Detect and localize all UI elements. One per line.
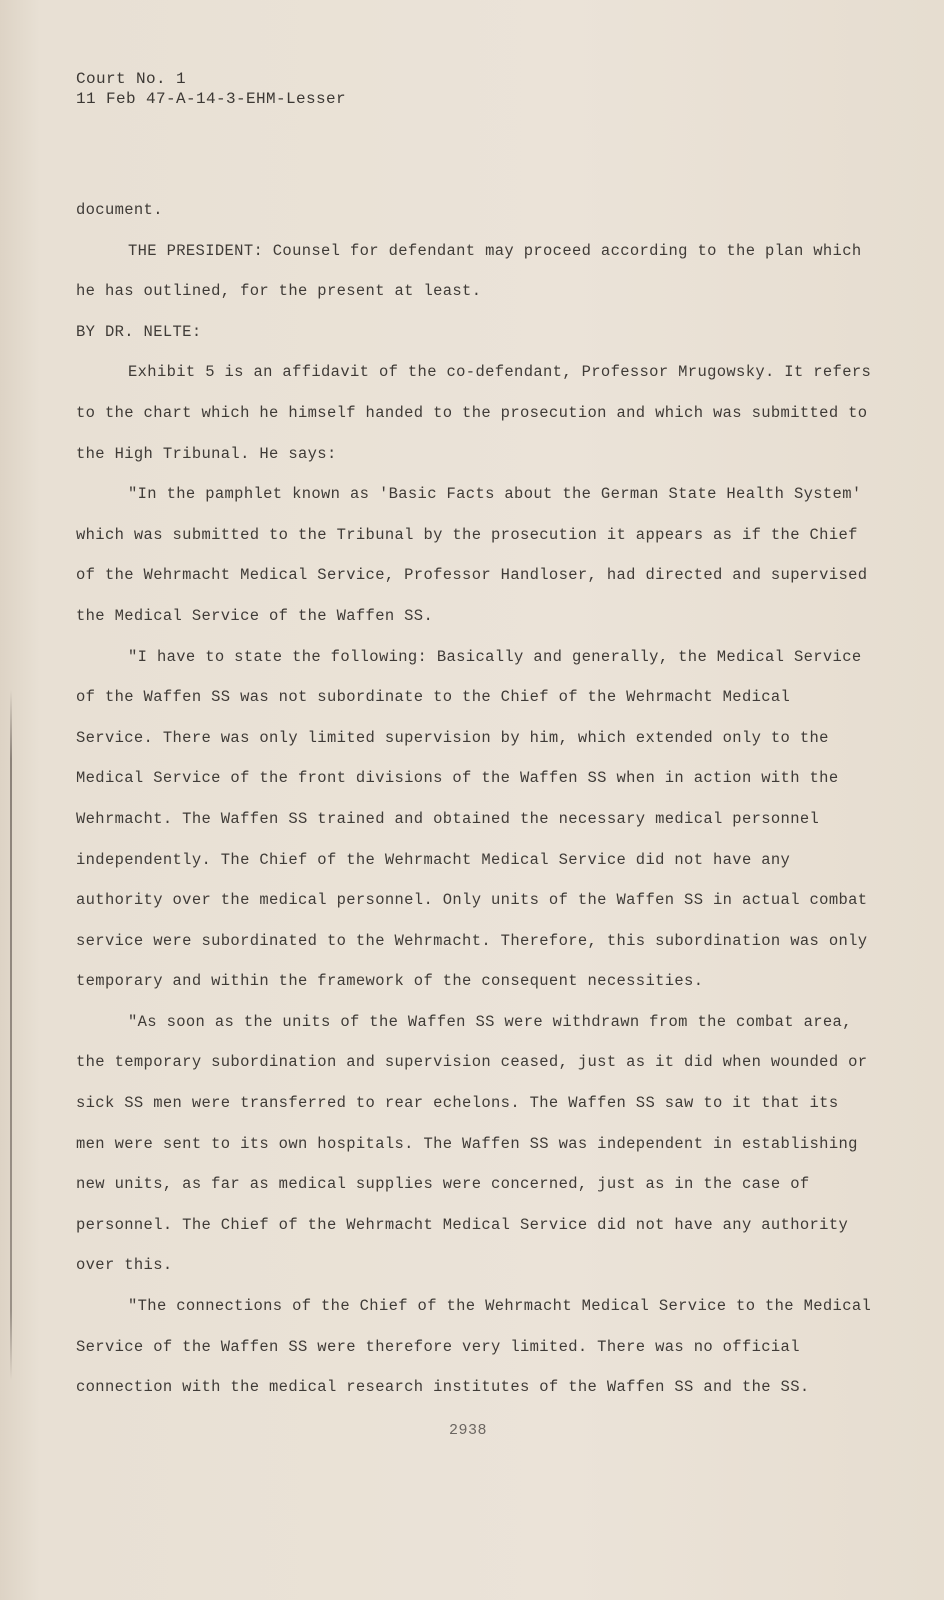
page-number: 2938 [449, 1422, 488, 1439]
document-header [76, 69, 346, 109]
transcript-body [76, 190, 876, 1408]
paragraph-quote-pamphlet: "In the pamphlet known as 'Basic Facts about the German State Health System' which was submitted to the Tribunal by the prosecution it appears as if the Chief of the Wehrmacht Medical Service, Professor Handloser, had directed and supervised the Medical Service of the Waffen SS. [76, 485, 868, 625]
court-label: Court No. 1 [76, 70, 187, 88]
reference-line: 11 Feb 47-A-14-3-EHM-Lesser [76, 90, 347, 108]
paragraph-quote-connections: "The connections of the Chief of the Wehrmacht Medical Service to the Medical Service of the Waffen SS were therefore very limited. There was no official connection with the medical research institutes of the Waffen SS and the SS. [76, 1297, 872, 1397]
speaker-line: BY DR. NELTE: [76, 322, 202, 341]
page-edge-mark [10, 690, 12, 1380]
paragraph-president: THE PRESIDENT: Counsel for defendant may proceed according to the plan which he has outlined, for the present at least. [76, 241, 862, 301]
paragraph-quote-statement: "I have to state the following: Basically and generally, the Medical Service of the Waffen SS was not subordinate to the Chief of the Wehrmacht Medical Service. There was only limited supervision by him, which extended only to the Medical Service of the front divisions of the Waffen SS when in action with the Wehrmacht. The Waffen SS trained and obtained the necessary medical personnel independently. The Chief of the Wehrmacht Medical Service did not have any authority over the medical personnel. Only units of the Waffen SS in actual combat service were subordinated to the Wehrmacht. Therefore, this subordination was only temporary and within the framework of the consequent necessities. [76, 647, 868, 991]
paragraph-quote-withdrawal: "As soon as the units of the Waffen SS were withdrawn from the combat area, the temporary subordination and supervision ceased, just as it did when wounded or sick SS men were transferred to rear echelons. The Waffen SS saw to it that its men were sent to its own hospitals. The Waffen SS was independent in establishing new units, as far as medical supplies were concerned, just as in the case of personnel. The Chief of the Wehrmacht Medical Service did not have any authority over this. [76, 1012, 868, 1275]
paragraph-continuation: document. [76, 201, 163, 219]
paragraph-exhibit: Exhibit 5 is an affidavit of the co-defendant, Professor Mrugowsky. It refers to the chart which he himself handed to the prosecution and which was submitted to the High Tribunal. He says: [76, 363, 872, 463]
